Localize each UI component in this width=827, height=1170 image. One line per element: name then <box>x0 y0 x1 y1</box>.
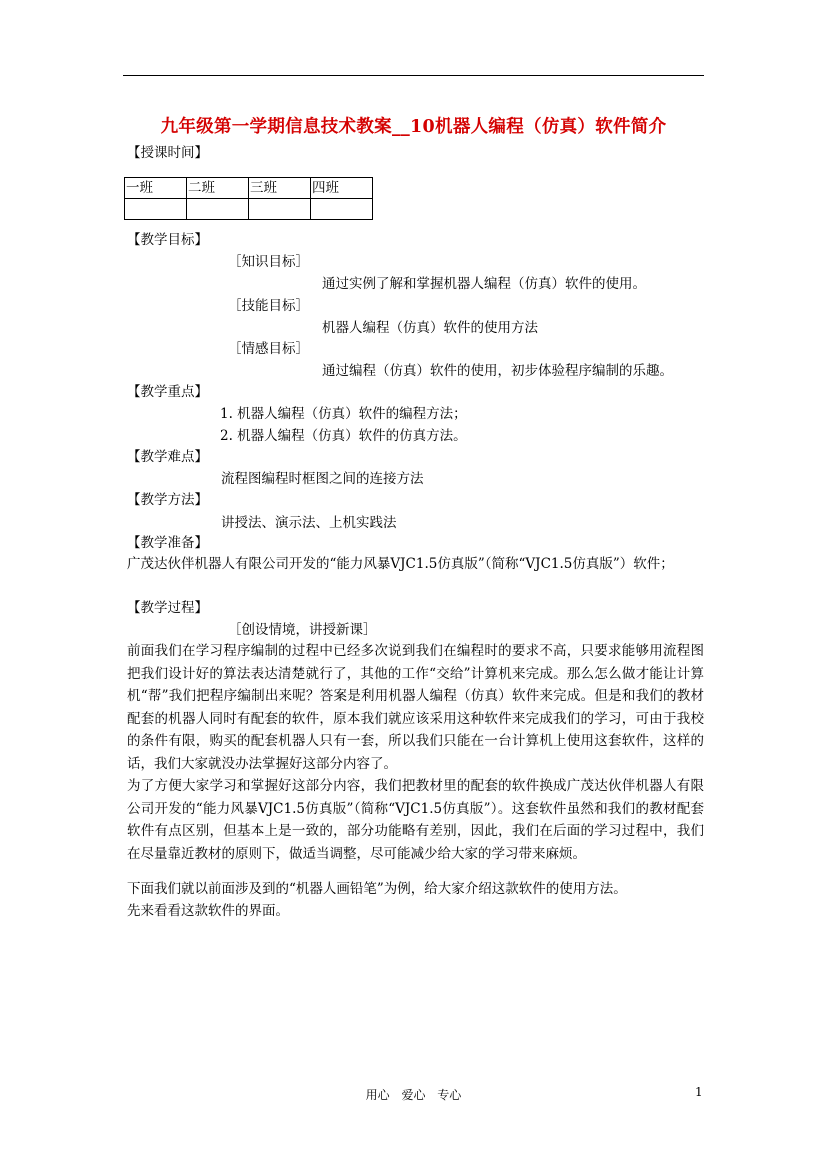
methods-text: 讲授法、演示法、上机实践法 <box>221 515 397 531</box>
section-prep-heading: 【教学准备】 <box>127 535 208 551</box>
footer-motto: 用心 爱心 专心 <box>365 1088 462 1102</box>
knowledge-goal-text: 通过实例了解和掌握机器人编程（仿真）软件的使用。 <box>322 276 646 292</box>
process-paragraph-4: 先来看看这款软件的界面。 <box>127 903 289 919</box>
emotion-goal-label: ［情感目标］ <box>228 341 309 357</box>
document-title: 九年级第一学期信息技术教案__10机器人编程（仿真）软件简介 <box>160 117 667 137</box>
difficulty-text: 流程图编程时框图之间的连接方法 <box>221 471 424 487</box>
section-methods-heading: 【教学方法】 <box>127 492 208 508</box>
section-time-heading: 【授课时间】 <box>127 145 208 161</box>
process-subheading: ［创设情境，讲授新课］ <box>228 622 377 638</box>
page-number: 1 <box>695 1085 703 1099</box>
prep-text: 广茂达伙伴机器人有限公司开发的“能力风暴VJC1.5仿真版”（简称“VJC1.5仿真版”）软件； <box>127 556 674 572</box>
knowledge-goal-label: ［知识目标］ <box>228 254 309 270</box>
table-header-cell: 二班 <box>187 178 249 199</box>
table-row <box>125 178 373 199</box>
table-cell <box>125 199 187 220</box>
emotion-goal-text: 通过编程（仿真）软件的使用，初步体验程序编制的乐趣。 <box>322 363 673 379</box>
process-paragraph-1: 前面我们在学习程序编制的过程中已经多次说到我们在编程时的要求不高，只要求能够用流程图把我们设计好的算法表达清楚就行了，其他的工作“交给”计算机来完成。那么怎么做才能让计算机“帮”我们把程序编制出来呢？答案是利用机器人编程（仿真）软件来完成。但是和我们的教材配套的机器人同时有配套的软件，原本我们就应该采用这种软件来完成我们的学习，可由于我校的条件有限，购买的配套机器人只有一套，所以我们只能在一台计算机上使用这套软件，这样的话，我们大家就没办法掌握好这部分内容了。 <box>127 643 704 772</box>
table-row <box>125 199 373 220</box>
process-paragraph-2: 为了方便大家学习和掌握好这部分内容，我们把教材里的配套的软件换成广茂达伙伴机器人有限公司开发的“能力风暴VJC1.5仿真版”（简称“VJC1.5仿真版”）。这套软件虽然和我们的教材配套软件有点区别，但基本上是一致的，部分功能略有差别，因此，我们在后面的学习过程中，我们在尽量靠近教材的原则下，做适当调整，尽可能减少给大家的学习带来麻烦。 <box>127 778 704 862</box>
section-keypoints-heading: 【教学重点】 <box>127 384 208 400</box>
table-header-cell: 四班 <box>311 178 373 199</box>
keypoint-item: 2. 机器人编程（仿真）软件的仿真方法。 <box>220 428 467 444</box>
table-cell <box>311 199 373 220</box>
table-header-cell: 三班 <box>249 178 311 199</box>
keypoint-item: 1. 机器人编程（仿真）软件的编程方法； <box>220 406 467 422</box>
section-difficulty-heading: 【教学难点】 <box>127 449 208 465</box>
table-cell <box>187 199 249 220</box>
table-header-cell: 一班 <box>125 178 187 199</box>
section-goals-heading: 【教学目标】 <box>127 232 208 248</box>
process-paragraph-3: 下面我们就以前面涉及到的“机器人画铅笔”为例，给大家介绍这款软件的使用方法。 <box>127 881 627 897</box>
header-rule <box>123 75 704 76</box>
table-cell <box>249 199 311 220</box>
skill-goal-text: 机器人编程（仿真）软件的使用方法 <box>322 320 538 336</box>
schedule-table <box>124 177 373 220</box>
skill-goal-label: ［技能目标］ <box>228 298 309 314</box>
section-process-heading: 【教学过程】 <box>127 600 208 616</box>
